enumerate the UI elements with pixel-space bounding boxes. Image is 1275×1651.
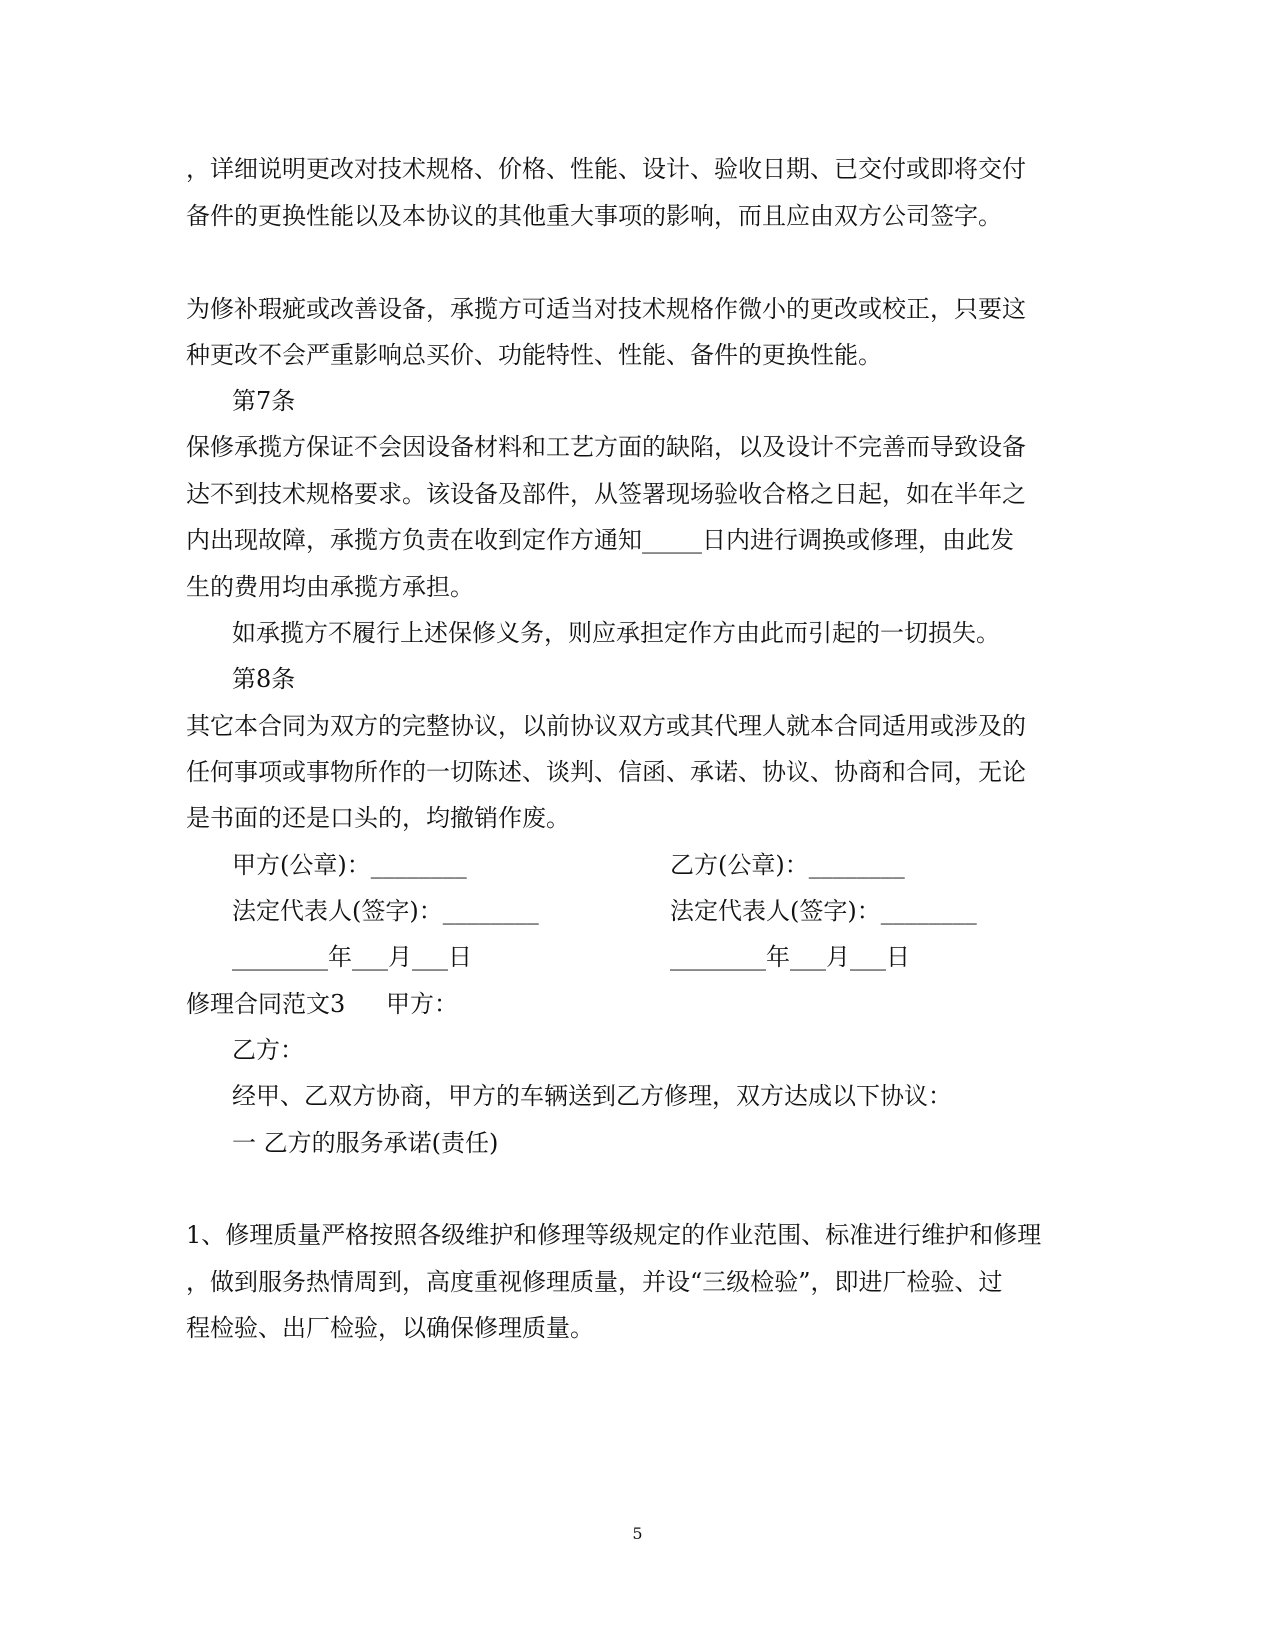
paragraph-line: 其它本合同为双方的完整协议，以前协议双方或其代理人就本合同适用或涉及的 [186, 712, 1026, 740]
article-heading: 第7条 [232, 387, 296, 415]
party-a-date: ________年___月___日 [232, 943, 472, 971]
paragraph-line: 内出现故障，承揽方负责在收到定作方通知_____日内进行调换或修理，由此发 [186, 526, 1014, 554]
party-a-seal: 甲方(公章)：________ [232, 851, 467, 879]
paragraph-line: 种更改不会严重影响总买价、功能特性、性能、备件的更换性能。 [186, 341, 882, 369]
party-b-representative: 法定代表人(签字)：________ [670, 897, 977, 925]
paragraph-line: 程检验、出厂检验，以确保修理质量。 [186, 1314, 594, 1342]
section-heading: 一 乙方的服务承诺(责任) [232, 1129, 499, 1157]
page-number: 5 [632, 1524, 643, 1543]
party-b-seal: 乙方(公章)：________ [670, 851, 905, 879]
paragraph-line: 是书面的还是口头的，均撤销作废。 [186, 804, 570, 832]
paragraph-line: 为修补瑕疵或改善设备，承揽方可适当对技术规格作微小的更改或校正，只要这 [186, 295, 1026, 323]
paragraph-line: 任何事项或事物所作的一切陈述、谈判、信函、承诺、协议、协商和合同，无论 [186, 758, 1026, 786]
agreement-intro: 经甲、乙双方协商，甲方的车辆送到乙方修理，双方达成以下协议： [232, 1082, 952, 1110]
party-a-representative: 法定代表人(签字)：________ [232, 897, 539, 925]
paragraph-line: 备件的更换性能以及本协议的其他重大事项的影响，而且应由双方公司签字。 [186, 202, 1002, 230]
section-title: 修理合同范文3 [186, 990, 346, 1018]
paragraph-line: 保修承揽方保证不会因设备材料和工艺方面的缺陷，以及设计不完善而导致设备 [186, 433, 1026, 461]
party-b-date: ________年___月___日 [670, 943, 910, 971]
paragraph-line: 达不到技术规格要求。该设备及部件，从签署现场验收合格之日起，如在半年之 [186, 480, 1026, 508]
paragraph-line: ，做到服务热情周到，高度重视修理质量，并设“三级检验”，即进厂检验、过 [186, 1268, 1003, 1296]
paragraph-line: 生的费用均由承揽方承担。 [186, 573, 474, 601]
party-b-label: 乙方： [232, 1036, 304, 1064]
paragraph-line: 1、修理质量严格按照各级维护和修理等级规定的作业范围、标准进行维护和修理 [186, 1221, 1042, 1249]
paragraph-line: 如承揽方不履行上述保修义务，则应承担定作方由此而引起的一切损失。 [232, 619, 1000, 647]
party-a-label: 甲方： [386, 990, 458, 1018]
paragraph-line: ，详细说明更改对技术规格、价格、性能、设计、验收日期、已交付或即将交付 [186, 155, 1026, 183]
article-heading: 第8条 [232, 665, 296, 693]
